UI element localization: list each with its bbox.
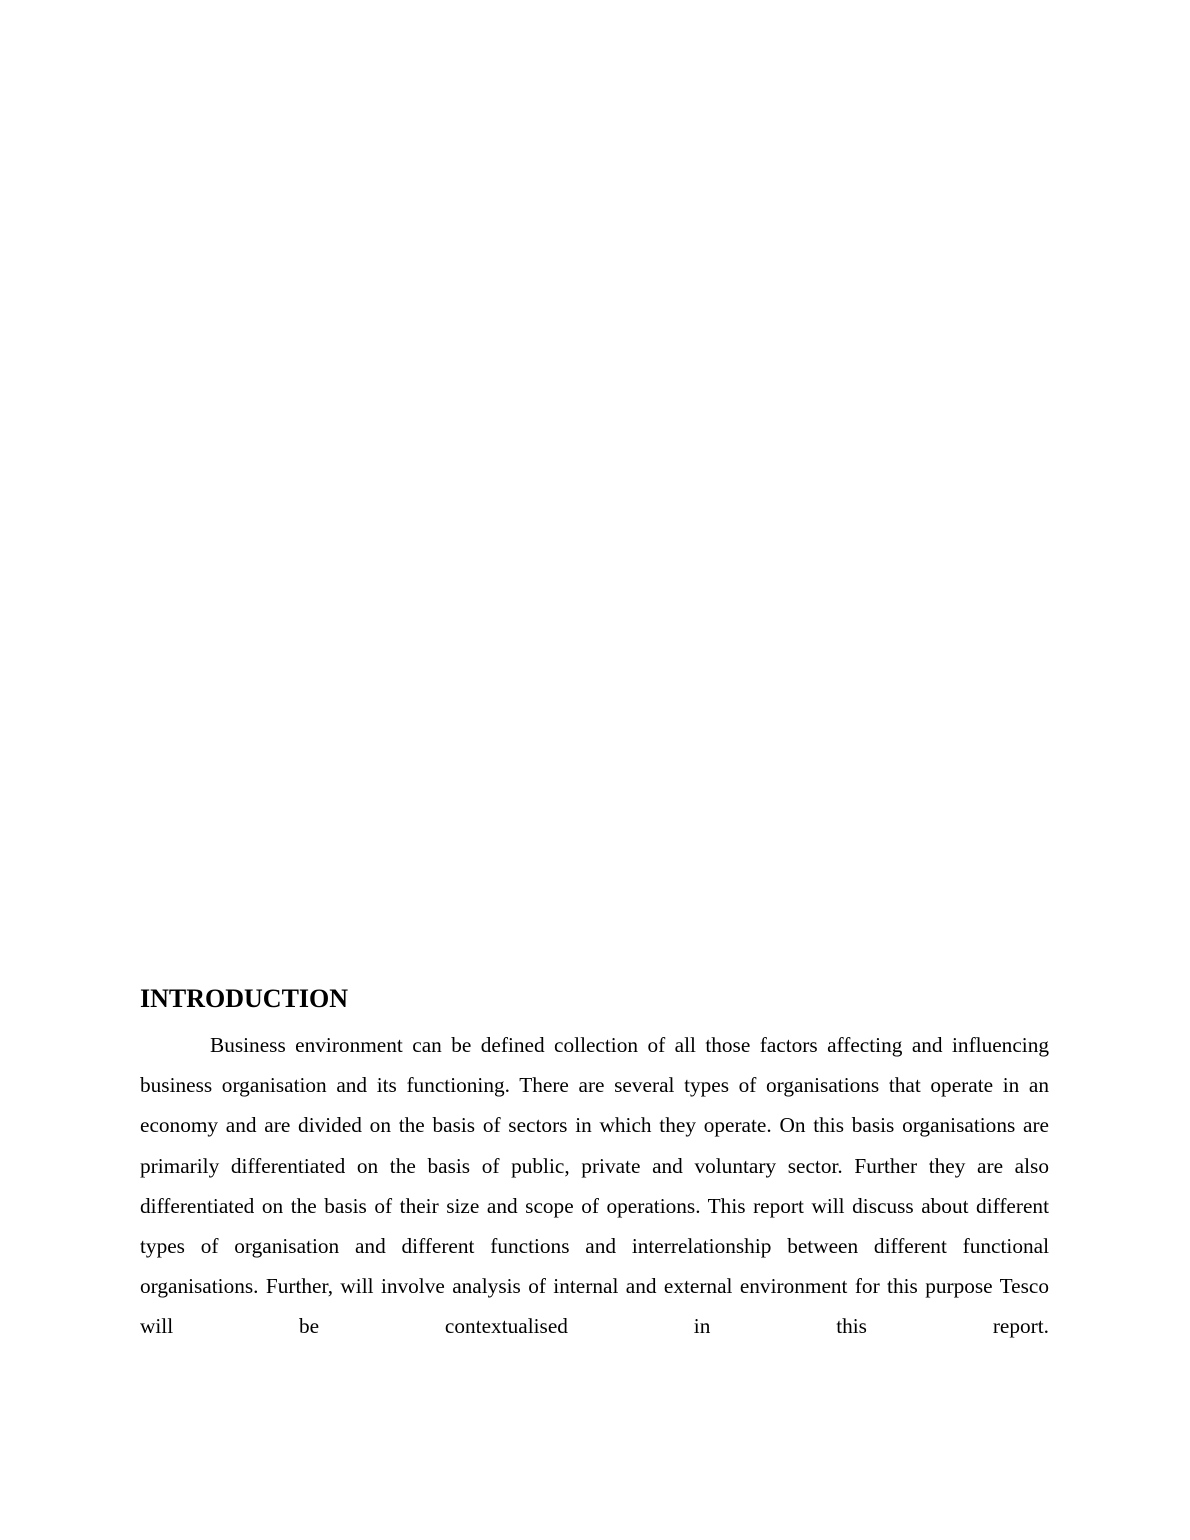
introduction-section bbox=[140, 983, 1049, 1347]
introduction-paragraph: Business environment can be defined collection of all those factors affecting and influencing business organisation and its functioning. There are several types of organisations that operate in an economy and are divided on the basis of sectors in which they operate. On this basis organisations are primarily differentiated on the basis of public, private and voluntary sector. Further they are also differentiated on the basis of their size and scope of operations. This report will discuss about different types of organisation and different functions and interrelationship between different functional organisations. Further, will involve analysis of internal and external environment for this purpose Tesco will be contextualised in this report. bbox=[140, 1033, 1049, 1339]
section-heading: INTRODUCTION bbox=[140, 984, 349, 1013]
